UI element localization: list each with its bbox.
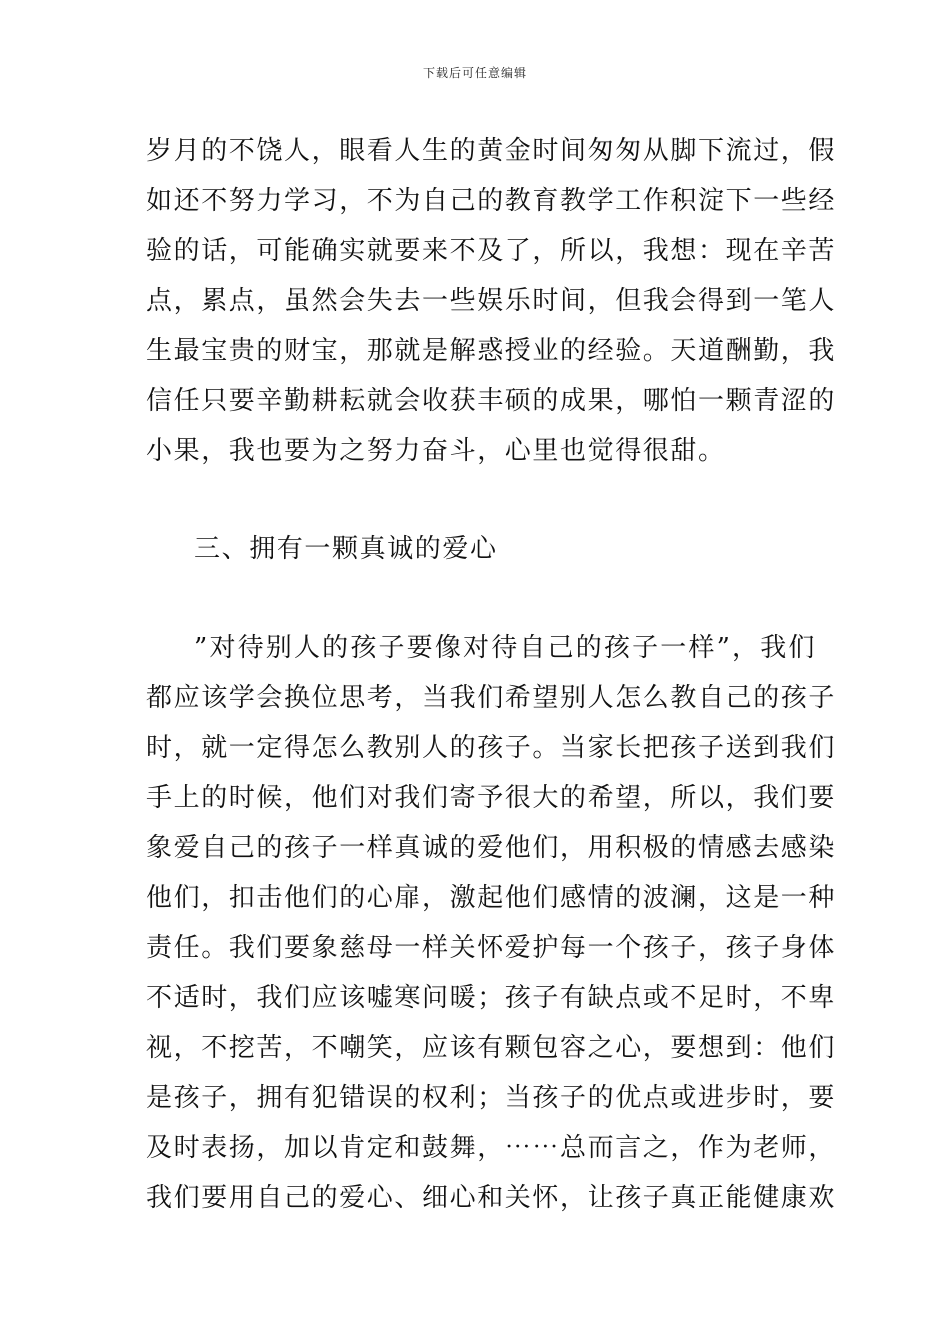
paragraph-line: 都应该学会换位思考，当我们希望别人怎么教自己的孩子	[146, 683, 837, 713]
section-heading: 三、拥有一颗真诚的爱心	[194, 534, 498, 564]
paragraph-line: 信任只要辛勤耕耘就会收获丰硕的成果，哪怕一颗青涩的	[146, 386, 837, 416]
paragraph-line: 及时表扬，加以肯定和鼓舞，⋯⋯总而言之，作为老师，	[146, 1133, 837, 1163]
paragraph-line: 是孩子，拥有犯错误的权利；当孩子的优点或进步时，要	[146, 1083, 837, 1113]
paragraph-line: 我们要用自己的爱心、细心和关怀，让孩子真正能健康欢	[146, 1183, 837, 1213]
paragraph-line: 视，不挖苦，不嘲笑，应该有颗包容之心，要想到：他们	[146, 1033, 837, 1063]
paragraph-line: ”对待别人的孩子要像对待自己的孩子一样”，我们	[194, 633, 816, 663]
paragraph-line: 责任。我们要象慈母一样关怀爱护每一个孩子，孩子身体	[146, 933, 837, 963]
paragraph-line: 他们，扣击他们的心扉，激起他们感情的波澜，这是一种	[146, 883, 837, 913]
paragraph-line: 验的话，可能确实就要来不及了，所以，我想：现在辛苦	[146, 236, 837, 266]
page-header: 下载后可任意编辑	[422, 66, 527, 80]
paragraph-line: 点，累点，虽然会失去一些娱乐时间，但我会得到一笔人	[146, 286, 837, 316]
paragraph-line: 生最宝贵的财宝，那就是解惑授业的经验。天道酬勤，我	[146, 336, 837, 366]
paragraph-line: 小果，我也要为之努力奋斗，心里也觉得很甜。	[146, 436, 726, 466]
paragraph-line: 不适时，我们应该嘘寒问暖；孩子有缺点或不足时，不卑	[146, 983, 837, 1013]
paragraph-line: 象爱自己的孩子一样真诚的爱他们，用积极的情感去感染	[146, 833, 837, 863]
paragraph-line: 手上的时候，他们对我们寄予很大的希望，所以，我们要	[146, 783, 837, 813]
paragraph-line: 时，就一定得怎么教别人的孩子。当家长把孩子送到我们	[146, 733, 837, 763]
paragraph-line: 岁月的不饶人，眼看人生的黄金时间匆匆从脚下流过，假	[146, 136, 837, 166]
paragraph-line: 如还不努力学习，不为自己的教育教学工作积淀下一些经	[146, 186, 837, 216]
